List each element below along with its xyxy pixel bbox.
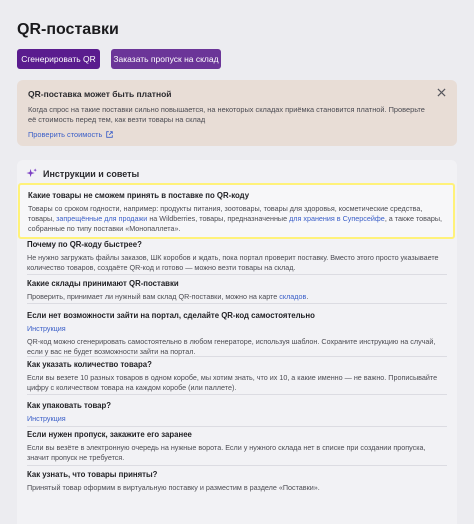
generate-qr-button[interactable]: Сгенерировать QR [17, 49, 100, 69]
faq-question: Как упаковать товар? [27, 401, 112, 410]
faq-question: Какие товары не сможем принять в поставке по QR-коду [28, 191, 250, 200]
divider [27, 426, 447, 427]
faq-item-packaging [27, 401, 447, 424]
order-pass-button[interactable]: Заказать пропуск на склад [111, 49, 221, 69]
packaging-instruction-link[interactable]: Инструкция [27, 414, 66, 423]
faq-item-accepted [27, 470, 447, 493]
faq-question: Какие склады принимают QR-поставки [27, 279, 179, 288]
instruction-link[interactable]: Инструкция [27, 324, 66, 333]
faq-item-quantity [27, 360, 447, 393]
paid-supply-notice [17, 80, 457, 146]
faq-answer: Если вы везёте в электронную очередь на нужные ворота. Если у нужного склада нет в списке при создании пропуска, значит пропуск не требуется. [27, 443, 426, 462]
warehouses-map-link[interactable]: складов [279, 292, 307, 301]
faq-answer: Если вы везете 10 разных товаров в одном коробе, мы хотим знать, что их 10, а какие именно — не важно. Прописывайте цифру с количеством товара на каждом коробе (или паллете). [27, 373, 438, 392]
divider [27, 274, 447, 275]
divider [27, 356, 447, 357]
faq-item-warehouses [27, 279, 447, 302]
check-cost-link-label: Проверить стоимость [28, 130, 103, 140]
instructions-title: Инструкции и советы [43, 168, 140, 179]
faq-answer: Не нужно загружать файлы заказов, ШК коробов и ждать, пока портал проверит поставку. Вместо этого просто указываете количество товаров, создаёте QR-код и готово — можно везти товары на склад. [27, 253, 439, 272]
faq-item-unacceptable-goods [18, 183, 455, 239]
faq-question: Как указать количество товара? [27, 360, 152, 369]
faq-question: Если нет возможности зайти на портал, сделайте QR-код самостоятельно [27, 311, 315, 320]
faq-question: Как узнать, что товары приняты? [27, 470, 158, 479]
notice-text: Когда спрос на такие поставки сильно повышается, на некоторых складах приёмка становится платной. Проверьте её стоимость перед тем, как везти товары на склад [28, 105, 425, 125]
divider [27, 465, 447, 466]
faq-item-why-faster [27, 240, 447, 273]
prohibited-goods-link[interactable]: запрещённые для продажи [56, 214, 148, 223]
notice-title: QR-поставка может быть платной [28, 89, 172, 99]
divider [27, 394, 447, 395]
faq-question: Если нужен пропуск, закажите его заранее [27, 430, 192, 439]
faq-question: Почему по QR-коду быстрее? [27, 240, 142, 249]
instructions-header [26, 168, 139, 179]
close-icon[interactable] [437, 88, 446, 97]
instructions-panel [17, 160, 457, 524]
sparkle-icon [26, 168, 37, 179]
page-title: QR-поставки [17, 21, 119, 38]
divider [27, 303, 447, 304]
faq-answer: Проверить, принимает ли нужный вам склад QR-поставки, можно на карте складов. [27, 292, 309, 301]
faq-answer: Принятый товар оформим в виртуальную поставку и разместим в разделе «Поставки». [27, 483, 320, 492]
external-link-icon [106, 131, 113, 138]
faq-answer: QR-код можно сгенерировать самостоятельно в любом генераторе, используя шаблон. Сохраните инструкцию на случай, если у вас не будет возможности зайти на портал. [27, 337, 436, 356]
faq-item-pass [27, 430, 447, 463]
faq-answer: Товары со сроком годности, например: продукты питания, зоотовары, товары для здоровья, косметические средства, товары, запрещённые для продажи на Wildberries, товары, предназначенные для хранения в Суперсейфе, а также товары, собранные по типу поставки «Монопаллета». [28, 204, 443, 233]
check-cost-link[interactable] [28, 130, 446, 139]
faq-item-self-qr [27, 311, 447, 357]
supersafe-storage-link[interactable]: для хранения в Суперсейфе [289, 214, 385, 223]
